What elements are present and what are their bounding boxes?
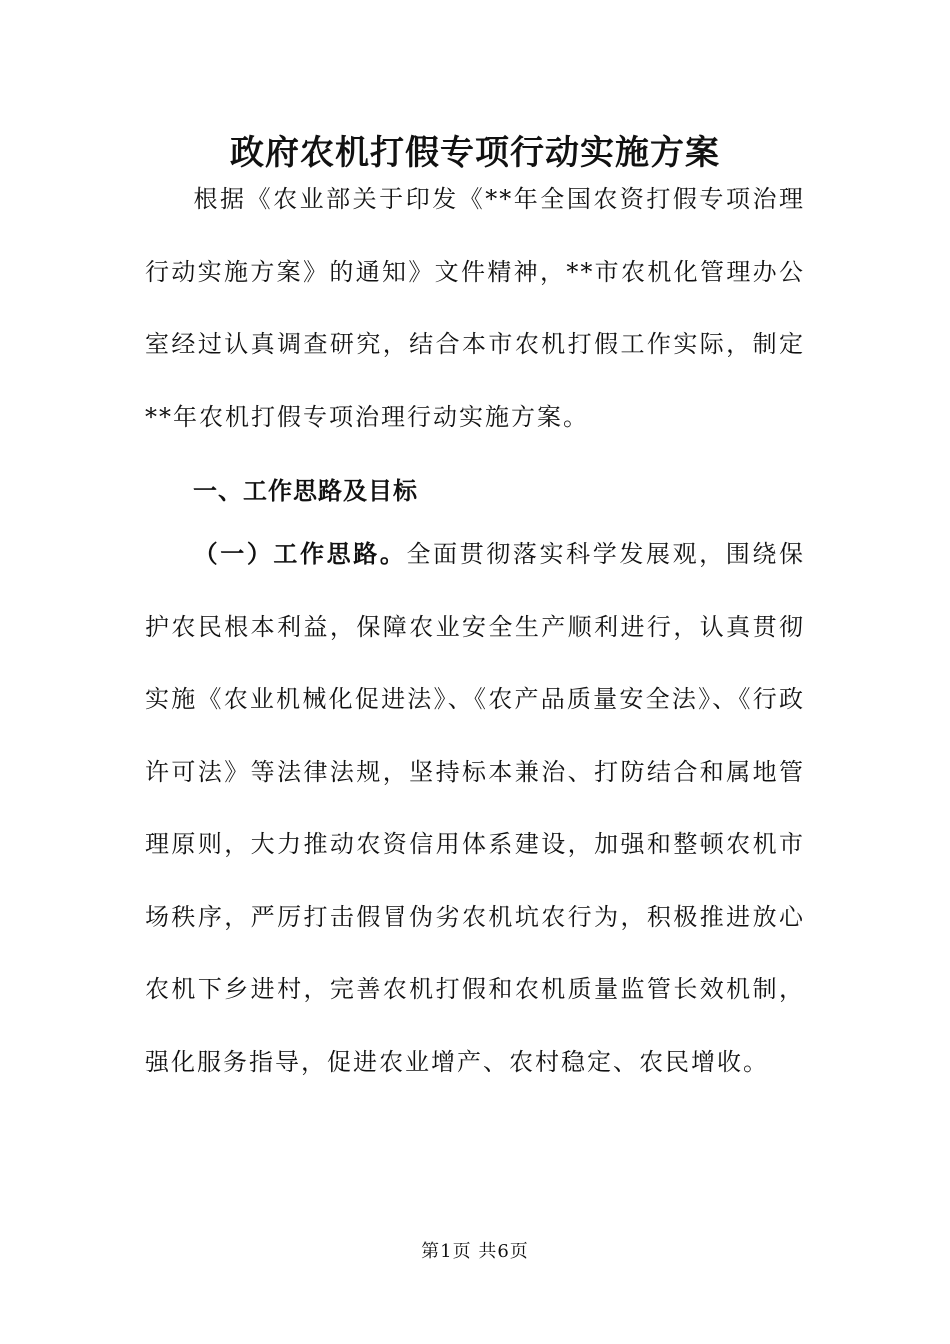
intro-paragraph: [145, 163, 805, 453]
section-heading-1: 一、工作思路及目标: [193, 476, 418, 505]
intro-text: 根据《农业部关于印发《**年全国农资打假专项治理行动实施方案》的通知》文件精神，**市农机化管理办公室经过认真调查研究，结合本市农机打假工作实际，制定**年农机打假专项治理行动实施方案。: [145, 185, 805, 431]
paragraph-lead: （一）工作思路。: [193, 539, 407, 568]
document-title: 政府农机打假专项行动实施方案: [230, 133, 720, 173]
page-footer: 第1页 共6页: [421, 1241, 529, 1262]
paragraph-text: 全面贯彻落实科学发展观，围绕保护农民根本利益，保障农业安全生产顺利进行，认真贯彻实施《农业机械化促进法》、《农产品质量安全法》、《行政许可法》等法律法规，坚持标本兼治、打防结合和属地管理原则，大力推动农资信用体系建设，加强和整顿农机市场秩序，严厉打击假冒伪劣农机坑农行为，积极推进放心农机下乡进村，完善农机打假和农机质量监管长效机制，强化服务指导，促进农业增产、农村稳定、农民增收。: [145, 540, 806, 1076]
section-1-paragraph-1: [145, 518, 805, 1098]
